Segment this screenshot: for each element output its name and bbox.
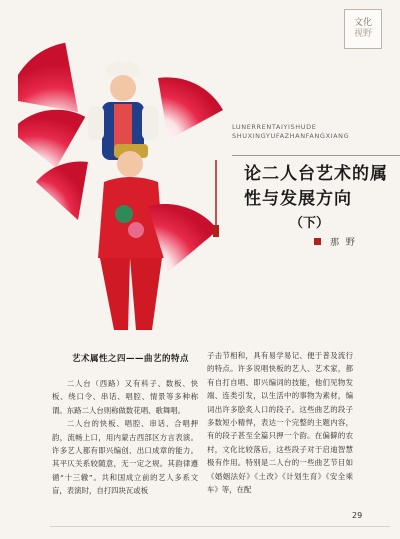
title-pinyin: LUNERRENTAIYISHUDE SHUXINGYUFAZHANFANGXIANG: [232, 123, 350, 140]
paragraph: 二人台（西路）又有科子、数板、快板、绕口令、串话、唱腔、情景等多种称谓。东路二人台则称做数花唱、歌舞唱。: [52, 379, 198, 415]
section-tag-line1: 文化: [353, 18, 372, 28]
article-subtitle: （下）: [290, 216, 330, 231]
section-heading: 艺术属性之四——曲艺的特点: [72, 354, 190, 364]
title-rule: [232, 155, 400, 156]
paragraph: 子击节相和，具有易学易记、便于普及流行的特点。许多说唱快板的艺人、艺术家，都有自打自唱、即兴编词的技能，他们见物发端、连类引发，以生活中的事物为素材，编词出许多脍炙人口的段子。这些曲艺的段子多数短小精悍，表达一个完整的主题内容，有的段子甚至全篇只押一个韵。在偏僻的农村，文化比较落后，这些段子对于启迪智慧极有作用。特别是二人台的一些曲艺节目如《婚姻法好》《土改》《计划生育》《安全乘车》等，在配: [207, 351, 353, 495]
bottom-rule: [50, 526, 390, 527]
page-number: 29: [352, 511, 363, 520]
section-tag: [344, 9, 382, 49]
text-column-right: [207, 349, 353, 496]
section-tag-line2: 视野: [353, 29, 372, 39]
performers-photo: [18, 40, 240, 340]
fan-lower-left: [36, 161, 88, 220]
author-marker: [314, 238, 321, 245]
paragraph: 二人台的快板、唱腔、串话、合唱押韵，流畅上口，用内蒙古西部区方言表演。许多艺人都有即兴编创、出口成章的能力。其平仄关系较随意，无一定之规。其韵律遵循“十三辙”。共和国成立前的艺人多系文盲，表演时，自打四块瓦或板: [52, 419, 198, 496]
article-title: 论二人台艺术的属性与发展方向: [244, 164, 388, 209]
text-column-left: [52, 377, 198, 498]
fan-top-right: [158, 77, 223, 140]
article-author: 那 野: [330, 238, 357, 248]
